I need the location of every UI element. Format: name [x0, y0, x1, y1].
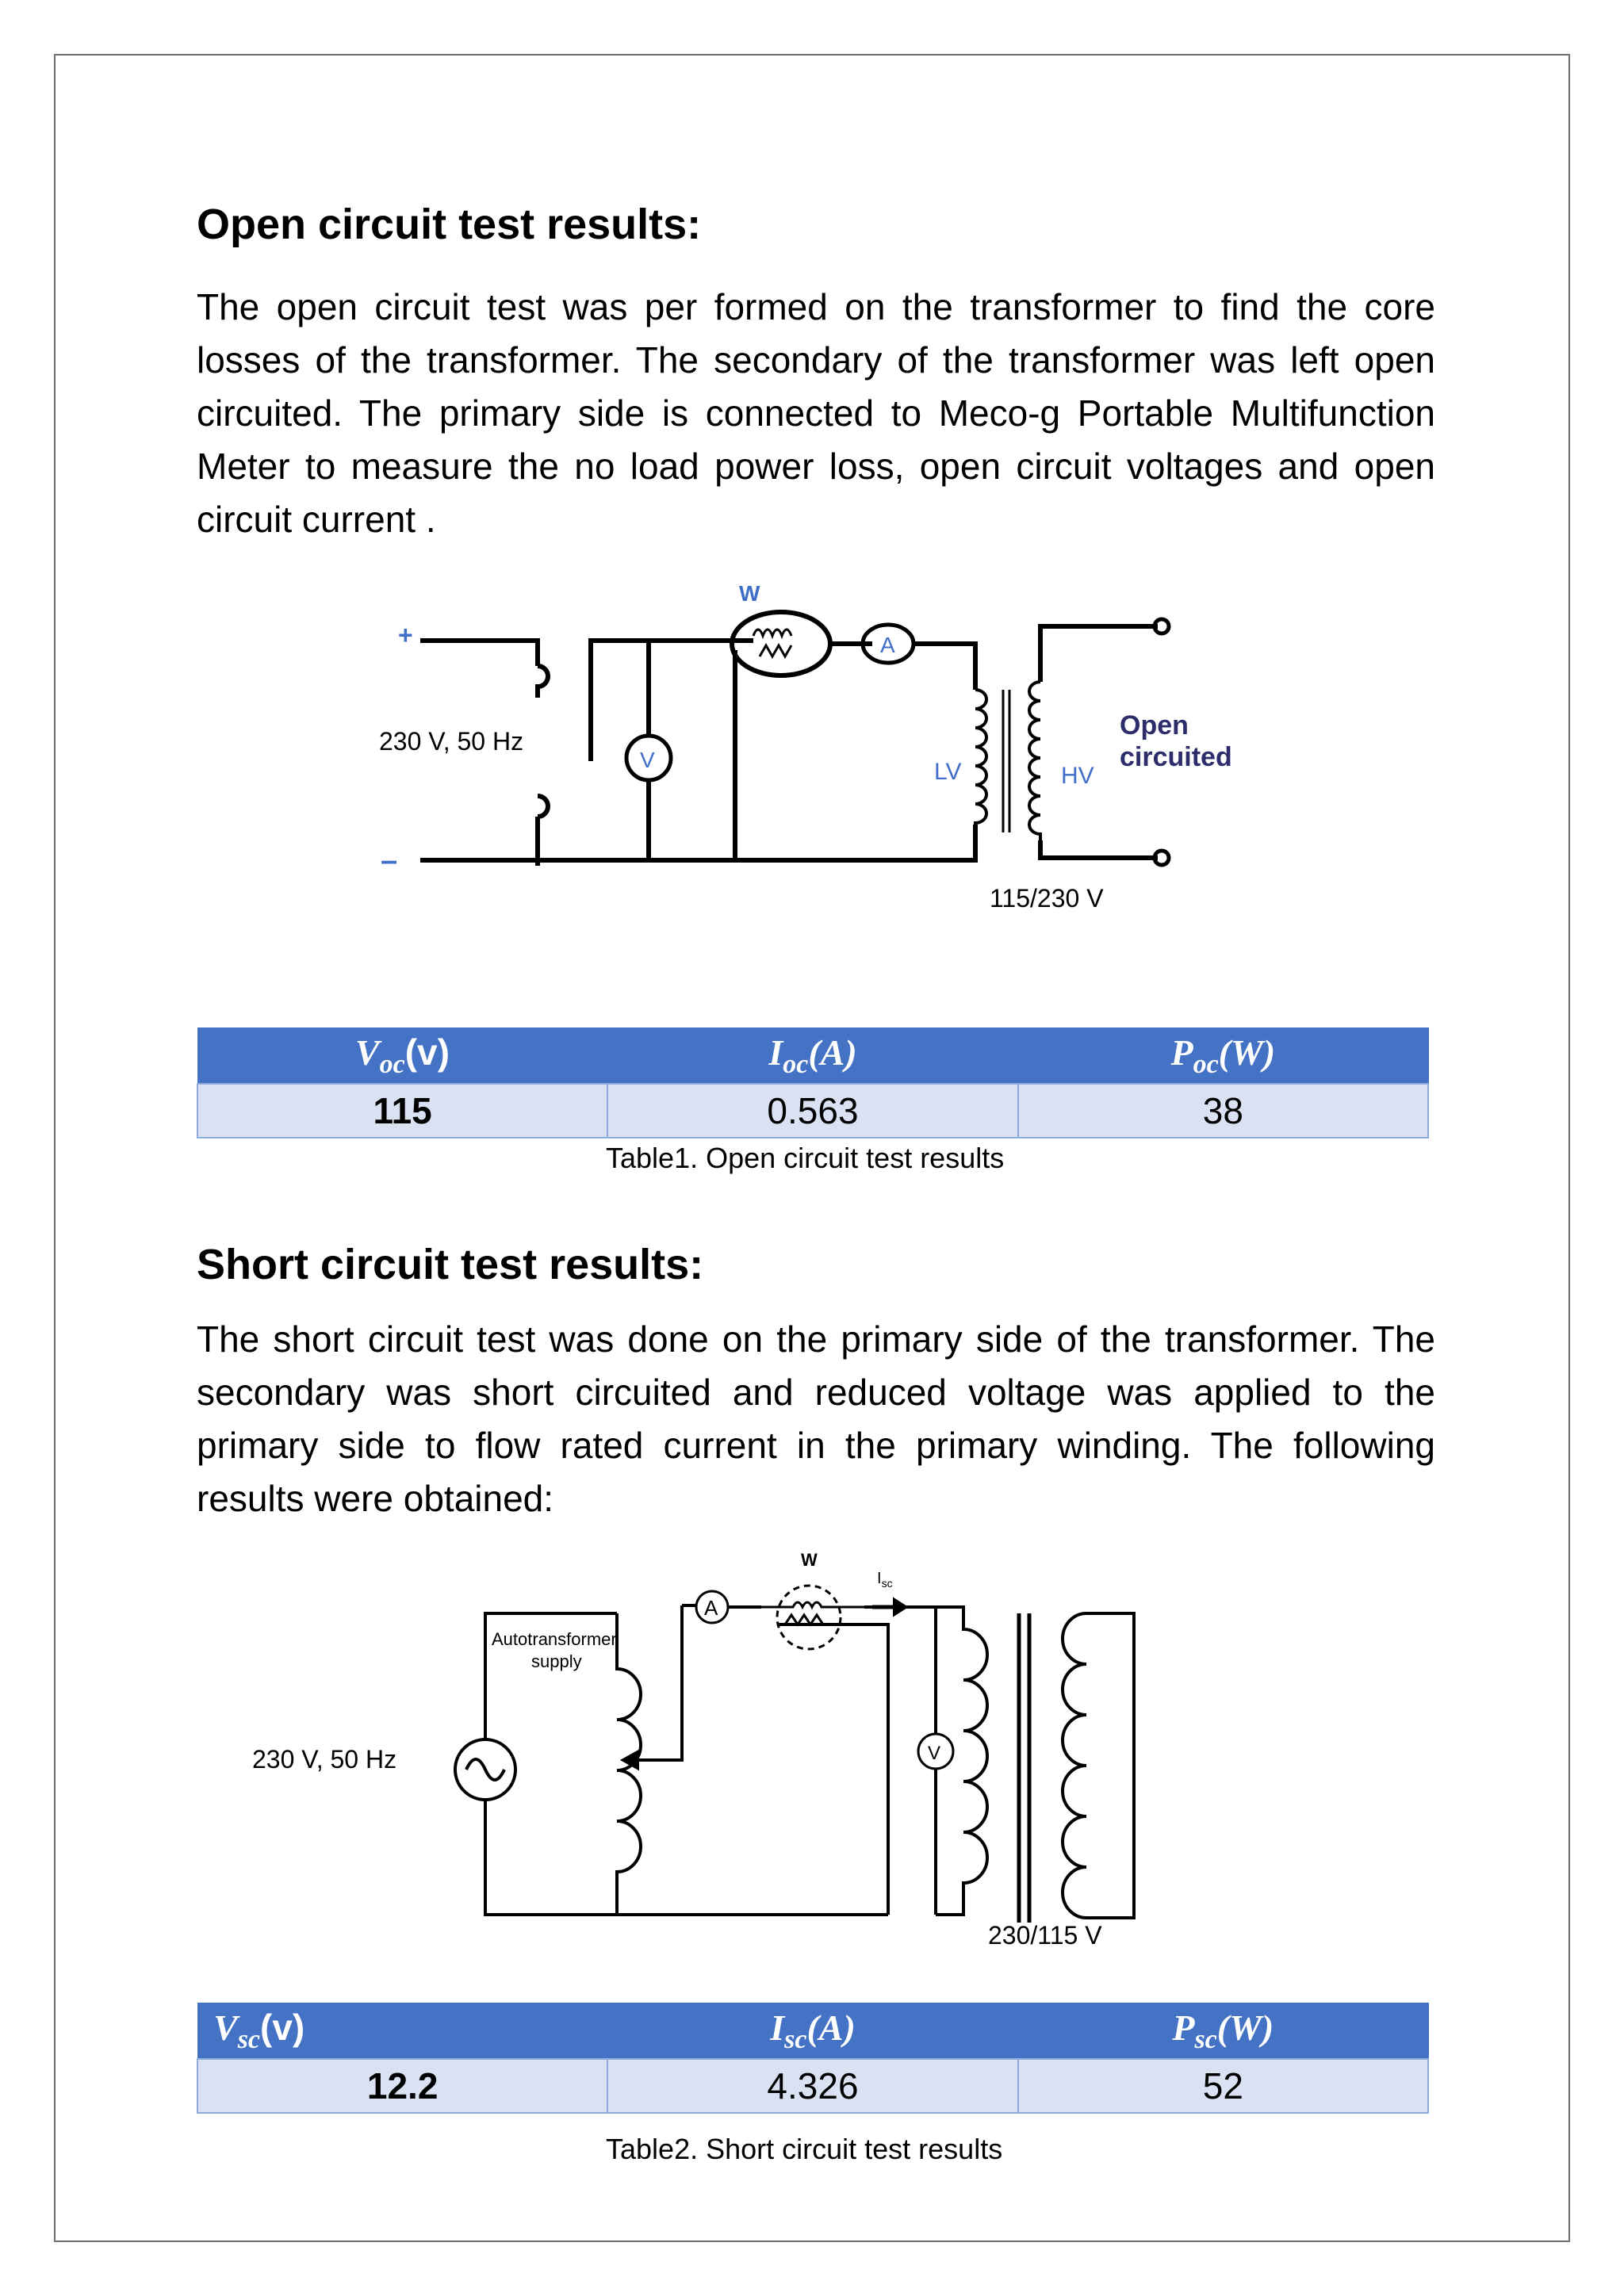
short-circuit-paragraph: The short circuit test was done on the primary side of the transformer. The secondary was short circuited and reduced voltage was applied to the primary side to flow rated current in the primary winding. The following results were obtained: — [197, 1318, 1435, 1519]
psc-value: 52 — [1018, 2059, 1428, 2113]
table-row — [197, 2059, 1428, 2113]
vsc-header: $V_{sc}(v)$ — [197, 2003, 607, 2059]
ioc-value: 0.563 — [607, 1084, 1017, 1138]
wattmeter-label: W — [739, 581, 760, 606]
isc-header: $I_{sc}(A)$ — [607, 2003, 1017, 2059]
open-circuit-diagram — [349, 571, 1285, 936]
short-circuit-diagram — [238, 1542, 1174, 1962]
ammeter-label: A — [880, 633, 895, 657]
plus-terminal-label: + — [398, 621, 413, 649]
open-label-line2: circuited — [1120, 742, 1232, 772]
table-header-row — [197, 2003, 1428, 2059]
isc-value: 4.326 — [607, 2059, 1017, 2113]
table1-caption: Table1. Open circuit test results — [606, 1142, 1005, 1174]
voltmeter-label: V — [640, 748, 655, 772]
table-header-row — [197, 1027, 1428, 1084]
psc-header: $P_{sc}(W)$ — [1018, 2003, 1428, 2059]
sc-wattmeter-label: W — [801, 1550, 818, 1570]
oc-source-label: 230 V, 50 Hz — [379, 727, 524, 756]
ioc-header: $I_{oc}(A)$ — [607, 1027, 1017, 1084]
poc-header: $P_{oc}(W)$ — [1018, 1027, 1428, 1084]
table-row — [197, 1084, 1428, 1138]
open-circuit-heading: Open circuit test results: — [197, 201, 702, 248]
open-label-line1: Open — [1120, 710, 1189, 740]
open-circuit-paragraph: The open circuit test was per formed on the transformer to find the core losses of the transformer. The secondary of the transformer was left open circuited. The primary side is connected to Meco-g Portable Multifunction Meter to measure the no load power loss, open circuit voltages and open circuit current . — [197, 286, 1435, 540]
short-circuit-table — [197, 2003, 1429, 2114]
voc-value: 115 — [197, 1084, 607, 1138]
vsc-value: 12.2 — [197, 2059, 607, 2113]
short-circuit-heading: Short circuit test results: — [197, 1241, 704, 1288]
sc-ratio-label: 230/115 V — [988, 1921, 1102, 1950]
autotransformer-supply-label: supply — [531, 1651, 582, 1671]
autotransformer-label: Autotransformer — [492, 1629, 617, 1649]
voc-header: $V_{oc}(v)$ — [197, 1027, 607, 1084]
poc-value: 38 — [1018, 1084, 1428, 1138]
sc-source-label: 230 V, 50 Hz — [252, 1745, 397, 1774]
lv-label: LV — [934, 759, 962, 785]
sc-ammeter-label: A — [704, 1596, 718, 1620]
oc-ratio-label: 115/230 V — [990, 884, 1104, 913]
open-circuit-table — [197, 1027, 1429, 1138]
sc-voltmeter-label: V — [928, 1743, 941, 1764]
hv-label: HV — [1061, 763, 1094, 789]
isc-label: $I_{sc}$ — [877, 1570, 893, 1590]
table2-caption: Table2. Short circuit test results — [606, 2133, 1003, 2165]
minus-terminal-label: – — [381, 844, 398, 878]
